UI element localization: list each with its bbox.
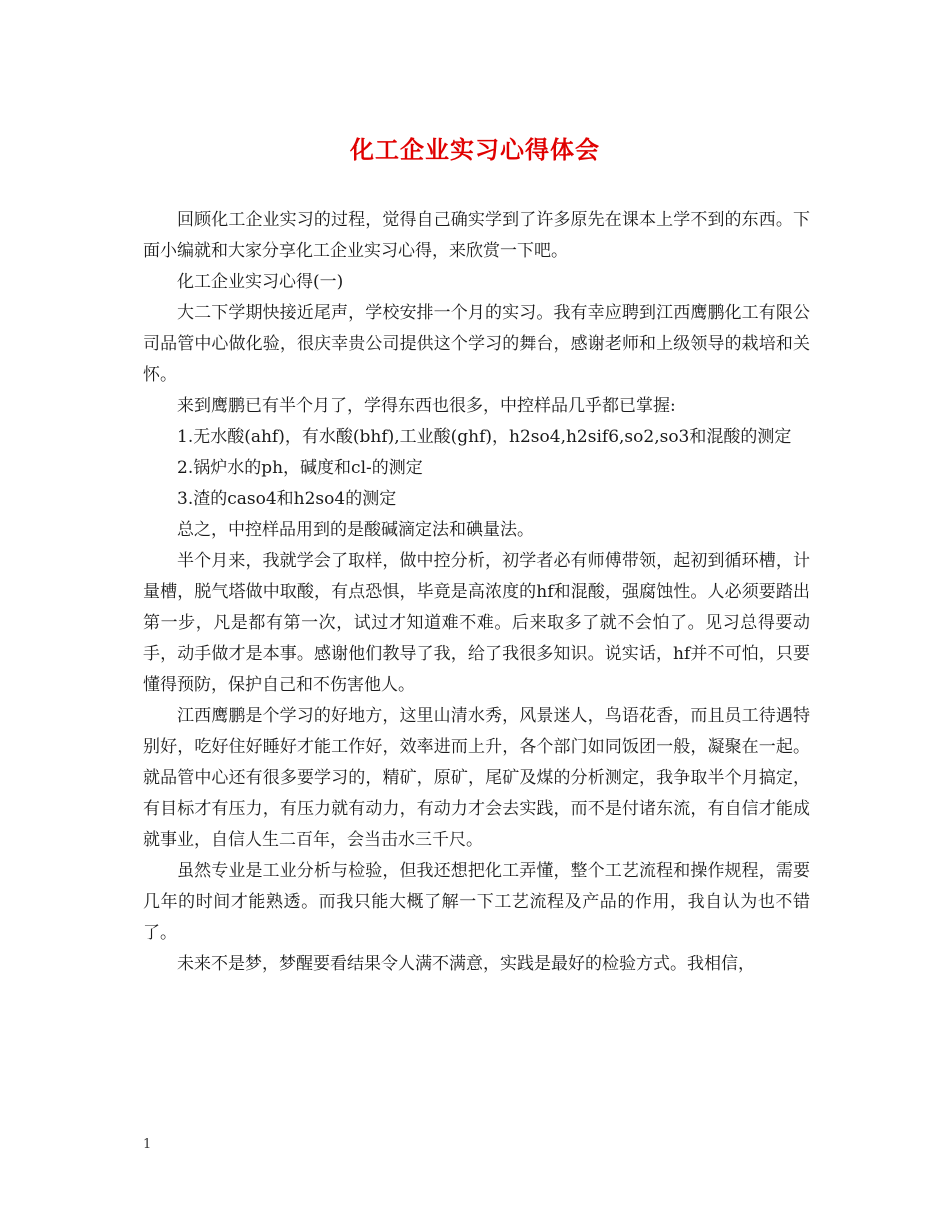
paragraph: 半个月来，我就学会了取样，做中控分析，初学者必有师傅带领，起初到循环槽，计量槽，脱气塔做中取酸，有点恐惧，毕竟是高浓度的hf和混酸，强腐蚀性。人必须要踏出第一步，凡是都有第一次，试过才知道难不难。后来取多了就不会怕了。见习总得要动手，动手做才是本事。感谢他们教导了我，给了我很多知识。说实话，hf并不可怕，只要懂得预防，保护自己和不伤害他人。 <box>143 551 810 695</box>
paragraph: 来到鹰鹏已有半个月了，学得东西也很多，中控样品几乎都已掌握: <box>177 396 676 416</box>
list-item: 1.无水酸(ahf)，有水酸(bhf),工业酸(ghf)，h2so4,h2sif6,so2,so3和混酸的测定 <box>177 427 792 447</box>
paragraph: 大二下学期快接近尾声，学校安排一个月的实习。我有幸应聘到江西鹰鹏化工有限公司品管中心做化验，很庆幸贵公司提供这个学习的舞台，感谢老师和上级领导的栽培和关怀。 <box>143 303 810 385</box>
paragraph: 未来不是梦，梦醒要看结果令人满不满意，实践是最好的检验方式。我相信， <box>177 954 755 974</box>
paragraph-intro: 回顾化工企业实习的过程，觉得自己确实学到了许多原先在课本上学不到的东西。下面小编就和大家分享化工企业实习心得，来欣赏一下吧。 <box>143 210 810 261</box>
document-title: 化工企业实习心得体会 <box>350 135 600 164</box>
document-body <box>143 205 810 980</box>
paragraph: 虽然专业是工业分析与检验，但我还想把化工弄懂，整个工艺流程和操作规程，需要几年的时间才能熟透。而我只能大概了解一下工艺流程及产品的作用，我自认为也不错了。 <box>143 861 810 943</box>
list-item: 2.锅炉水的ph，碱度和cl-的测定 <box>177 458 423 478</box>
paragraph: 总之，中控样品用到的是酸碱滴定法和碘量法。 <box>177 520 534 540</box>
paragraph: 江西鹰鹏是个学习的好地方，这里山清水秀，风景迷人，鸟语花香，而且员工待遇特别好，吃好住好睡好才能工作好，效率进而上升，各个部门如同饭团一般，凝聚在一起。就品管中心还有很多要学习的，精矿，原矿，尾矿及煤的分析测定，我争取半个月搞定，有目标才有压力，有压力就有动力，有动力才会去实践，而不是付诸东流，有自信才能成就事业，自信人生二百年，会当击水三千尺。 <box>143 706 810 850</box>
section-heading: 化工企业实习心得(一) <box>177 272 344 292</box>
page-number: 1 <box>143 1137 152 1152</box>
list-item: 3.渣的caso4和h2so4的测定 <box>177 489 397 509</box>
